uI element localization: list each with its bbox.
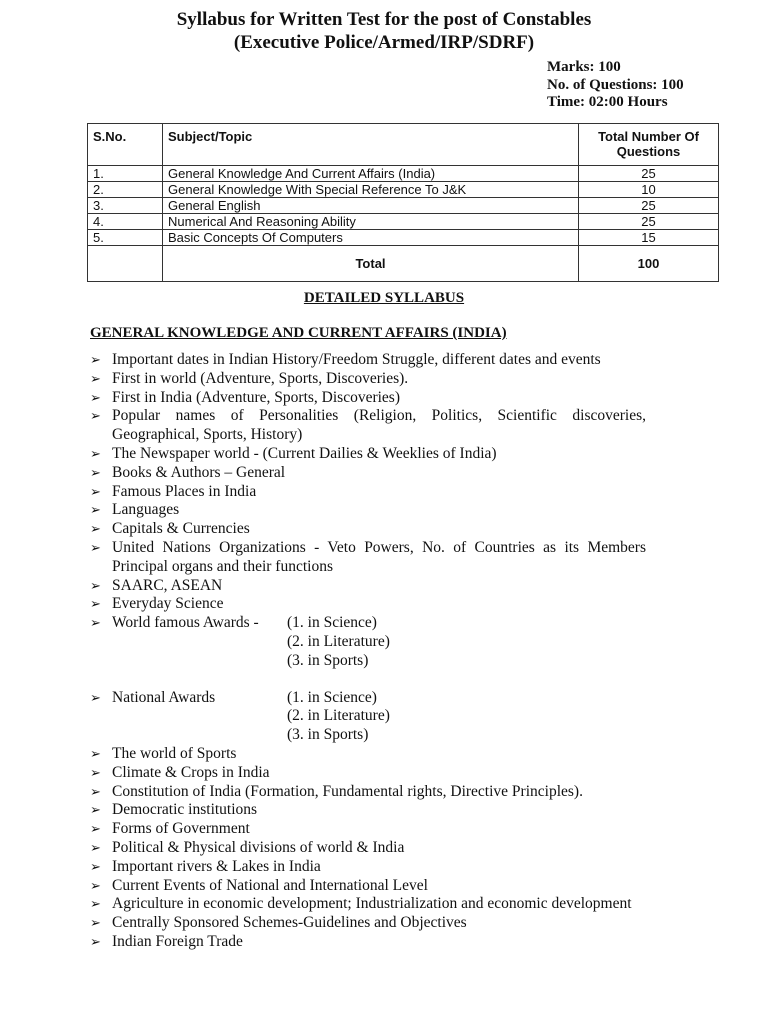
cell-sno: 1.	[88, 166, 163, 182]
arrow-bullet-icon: ➢	[90, 521, 101, 537]
arrow-bullet-icon: ➢	[90, 783, 101, 799]
list-item: ➢ Popular names of Personalities (Religion, Politics, Scientific discoveries, Geographical, Sports, History)	[90, 407, 646, 444]
header-count: Total Number Of Questions	[579, 124, 719, 166]
list-item: ➢ Centrally Sponsored Schemes-Guidelines and Objectives	[90, 914, 467, 932]
cell-sno: 3.	[88, 198, 163, 214]
cell-subject: General Knowledge And Current Affairs (India)	[163, 166, 579, 182]
arrow-bullet-icon: ➢	[90, 615, 101, 631]
arrow-bullet-icon: ➢	[90, 596, 101, 612]
list-item: ➢ Everyday Science	[90, 595, 224, 613]
cell-count: 25	[579, 166, 719, 182]
marks-text: Marks: 100	[547, 59, 621, 75]
table-row	[88, 166, 719, 182]
national-awards-sub: (3. in Sports)	[287, 726, 369, 744]
cell-count: 25	[579, 198, 719, 214]
list-item: ➢ Famous Places in India	[90, 482, 257, 500]
cell-sno: 2.	[88, 182, 163, 198]
cell-count: 25	[579, 214, 719, 230]
list-item: ➢ First in world (Adventure, Sports, Discoveries).	[90, 369, 409, 387]
cell-sno: 4.	[88, 214, 163, 230]
questions-text: No. of Questions: 100	[547, 77, 684, 93]
list-item-world-awards	[90, 614, 646, 670]
list-item: ➢ United Nations Organizations - Veto Powers, No. of Countries as its Members Principal organs and their functions	[90, 538, 646, 575]
header-subject: Subject/Topic	[163, 124, 579, 166]
arrow-bullet-icon: ➢	[90, 839, 101, 855]
list-item: ➢ First in India (Adventure, Sports, Discoveries)	[90, 388, 400, 406]
list-item: ➢ The Newspaper world - (Current Dailies & Weeklies of India)	[90, 444, 497, 462]
list-item: ➢ Constitution of India (Formation, Fundamental rights, Directive Principles).	[90, 782, 583, 800]
arrow-bullet-icon: ➢	[90, 464, 101, 480]
cell-empty	[88, 246, 163, 282]
arrow-bullet-icon: ➢	[90, 915, 101, 931]
arrow-bullet-icon: ➢	[90, 821, 101, 837]
cell-sno: 5.	[88, 230, 163, 246]
table-header-row	[88, 124, 719, 166]
list-item: ➢ Agriculture in economic development; Industrialization and economic development	[90, 895, 632, 913]
cell-subject: Numerical And Reasoning Ability	[163, 214, 579, 230]
list-item: ➢ Languages	[90, 501, 180, 519]
arrow-bullet-icon: ➢	[90, 577, 101, 593]
list-item: ➢ Indian Foreign Trade	[90, 932, 243, 950]
list-item: ➢ Capitals & Currencies	[90, 520, 250, 538]
list-item: ➢ Current Events of National and International Level	[90, 876, 428, 894]
arrow-bullet-icon: ➢	[90, 370, 101, 386]
world-awards-sub: (1. in Science)	[287, 614, 377, 632]
header-sno: S.No.	[88, 124, 163, 166]
list-item: ➢ Democratic institutions	[90, 801, 258, 819]
arrow-bullet-icon: ➢	[90, 802, 101, 818]
page-subtitle: (Executive Police/Armed/IRP/SDRF)	[233, 32, 535, 53]
world-awards-sub: (2. in Literature)	[287, 632, 390, 650]
list-item: ➢ The world of Sports	[90, 744, 237, 762]
arrow-bullet-icon: ➢	[90, 539, 101, 555]
time-text: Time: 02:00 Hours	[547, 94, 668, 110]
list-item: ➢ Important dates in Indian History/Freedom Struggle, different dates and events	[90, 351, 601, 368]
arrow-bullet-icon: ➢	[90, 858, 101, 874]
table-row	[88, 182, 719, 198]
table-row	[88, 230, 719, 246]
total-value: 100	[579, 246, 719, 282]
arrow-bullet-icon: ➢	[90, 445, 101, 461]
list-item: ➢ Important rivers & Lakes in India	[90, 857, 321, 875]
list-item-national-awards	[90, 689, 646, 745]
list-item: ➢ Climate & Crops in India	[90, 763, 270, 781]
total-label: Total	[163, 246, 579, 282]
cell-subject: General Knowledge With Special Reference To J&K	[163, 182, 579, 198]
table-total-row	[88, 246, 719, 282]
arrow-bullet-icon: ➢	[90, 352, 101, 367]
arrow-bullet-icon: ➢	[90, 483, 101, 499]
table-row	[88, 214, 719, 230]
list-item: ➢ Political & Physical divisions of world & India	[90, 838, 405, 856]
arrow-bullet-icon: ➢	[90, 408, 101, 424]
arrow-bullet-icon: ➢	[90, 896, 101, 912]
arrow-bullet-icon: ➢	[90, 689, 101, 705]
cell-count: 10	[579, 182, 719, 198]
detailed-syllabus-heading: DETAILED SYLLABUS	[303, 290, 465, 306]
arrow-bullet-icon: ➢	[90, 877, 101, 893]
national-awards-sub: (2. in Literature)	[287, 707, 390, 725]
syllabus-table	[87, 123, 719, 282]
list-item: ➢ Books & Authors – General	[90, 463, 286, 481]
world-awards-sub: (3. in Sports)	[287, 651, 369, 669]
syllabus-list	[90, 351, 646, 952]
arrow-bullet-icon: ➢	[90, 764, 101, 780]
section-heading: GENERAL KNOWLEDGE AND CURRENT AFFAIRS (INDIA)	[90, 325, 507, 341]
national-awards-sub: (1. in Science)	[287, 688, 377, 706]
arrow-bullet-icon: ➢	[90, 502, 101, 518]
world-awards-label: World famous Awards -	[112, 614, 259, 632]
national-awards-label: National Awards	[112, 688, 216, 706]
table-row	[88, 198, 719, 214]
list-item: ➢ SAARC, ASEAN	[90, 576, 223, 594]
cell-subject: General English	[163, 198, 579, 214]
page-title: Syllabus for Written Test for the post of Constables	[176, 9, 592, 30]
cell-count: 15	[579, 230, 719, 246]
cell-subject: Basic Concepts Of Computers	[163, 230, 579, 246]
list-item: ➢ Forms of Government	[90, 820, 250, 838]
arrow-bullet-icon: ➢	[90, 389, 101, 405]
arrow-bullet-icon: ➢	[90, 933, 101, 949]
arrow-bullet-icon: ➢	[90, 745, 101, 761]
